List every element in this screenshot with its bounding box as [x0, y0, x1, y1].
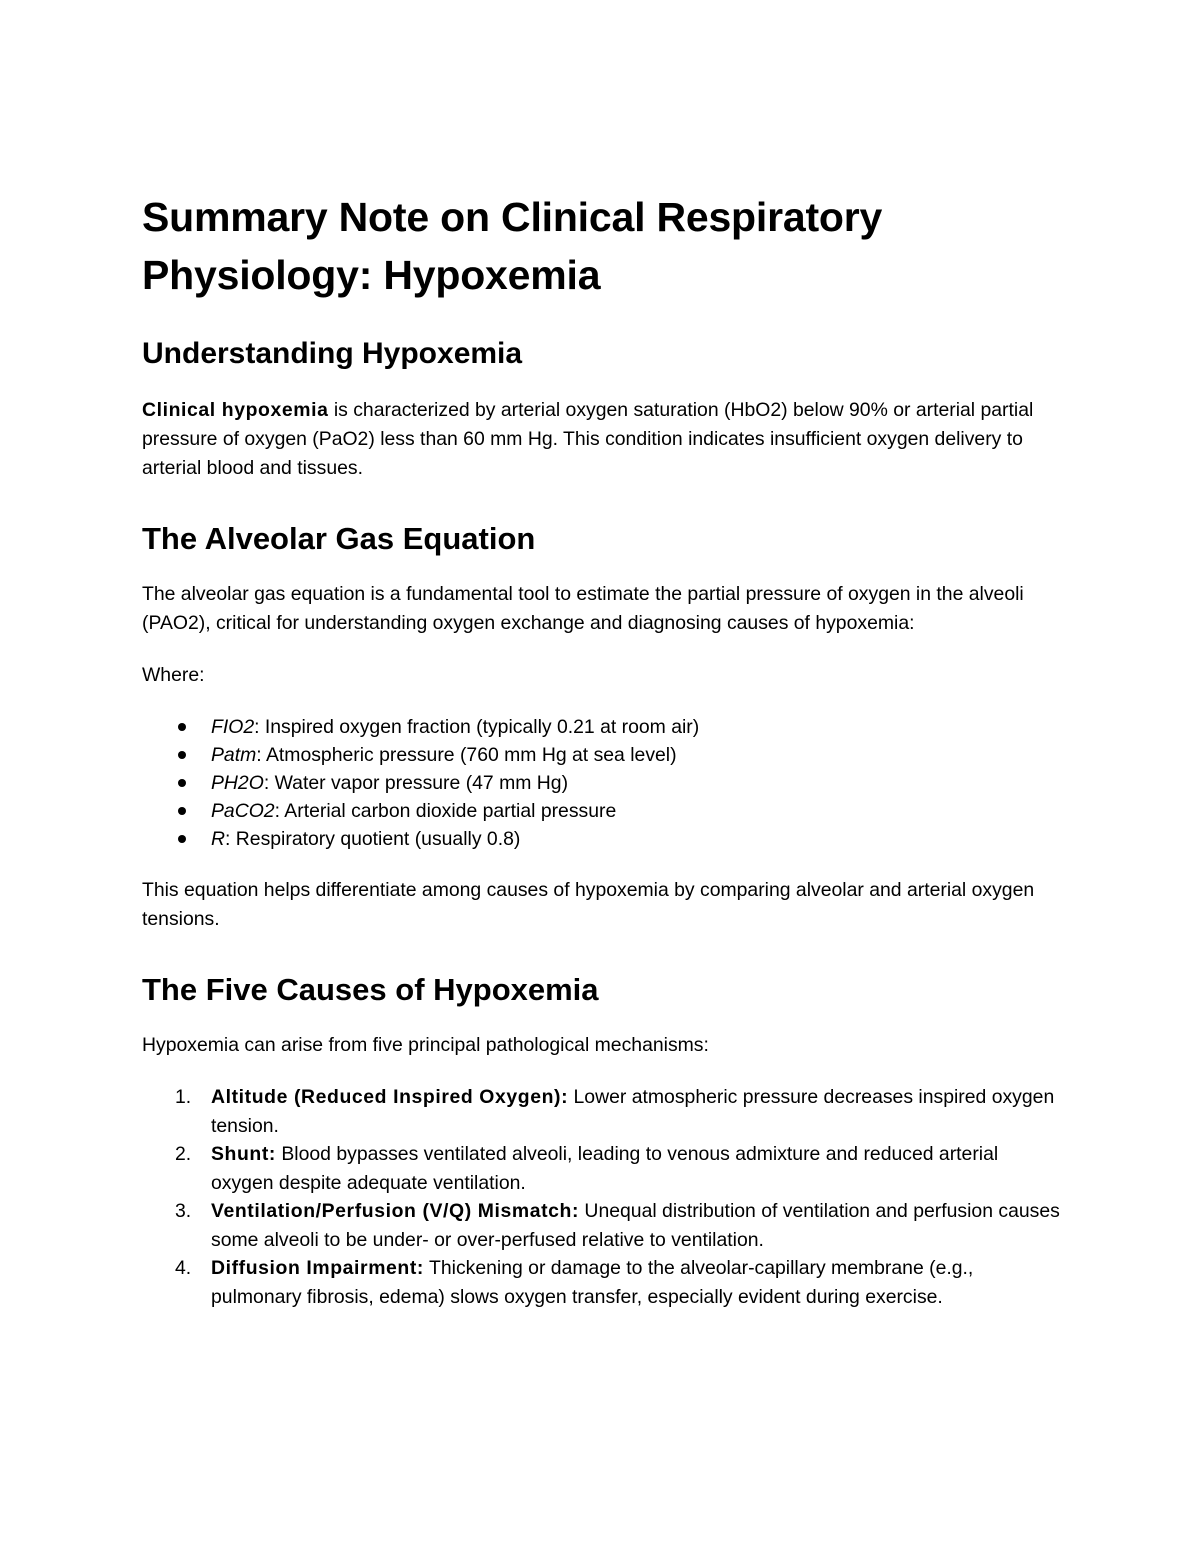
- paragraph-clinical-hypoxemia: [142, 396, 1062, 483]
- list-item-paco2: [142, 797, 1062, 825]
- list-item-patm: [142, 741, 1062, 769]
- variable-term: R: [211, 828, 226, 850]
- cause-label: Diffusion Impairment:: [211, 1257, 424, 1279]
- list-item-diffusion-impairment: [142, 1254, 1062, 1311]
- list-item-fio2: [142, 713, 1062, 741]
- cause-label: Shunt:: [211, 1143, 276, 1165]
- variable-term: PaCO2: [211, 800, 275, 822]
- document-page: [142, 188, 1062, 1311]
- cause-description: Blood bypasses ventilated alveoli, leading to venous admixture and reduced arterial oxygen despite adequate ventilation.: [211, 1143, 999, 1194]
- list-item-altitude: [142, 1083, 1062, 1140]
- list-item-r: [142, 825, 1062, 853]
- heading-understanding-hypoxemia: Understanding Hypoxemia: [142, 337, 523, 370]
- causes-list: [142, 1083, 1062, 1311]
- bullet-dot: [178, 723, 186, 731]
- variable-description: : Arterial carbon dioxide partial pressure: [274, 800, 617, 822]
- list-number: 1.: [175, 1086, 192, 1108]
- variable-description: : Inspired oxygen fraction (typically 0.21 at room air): [254, 716, 700, 738]
- paragraph-alveolar-intro: The alveolar gas equation is a fundamental tool to estimate the partial pressure of oxygen in the alveoli (PAO2), critical for understanding oxygen exchange and diagnosing causes of hypoxemia:: [142, 583, 1024, 634]
- list-number: 2.: [175, 1143, 192, 1165]
- paragraph-equation-conclusion: This equation helps differentiate among causes of hypoxemia by comparing alveolar and arterial oxygen tensions.: [142, 879, 1035, 930]
- cause-description: Thickening or damage to the alveolar-capillary membrane (e.g., pulmonary fibrosis, edema) slows oxygen transfer, especially evident during exercise.: [211, 1257, 974, 1308]
- bullet-dot: [178, 751, 186, 759]
- variable-description: : Water vapor pressure (47 mm Hg): [263, 772, 569, 794]
- heading-five-causes: The Five Causes of Hypoxemia: [142, 972, 599, 1007]
- where-label: Where:: [142, 664, 205, 686]
- cause-description: Lower atmospheric pressure decreases inspired oxygen tension.: [211, 1086, 1055, 1137]
- cause-label: Ventilation/Perfusion (V/Q) Mismatch:: [211, 1200, 580, 1222]
- list-number: 3.: [175, 1200, 192, 1222]
- variable-term: PH2O: [211, 772, 264, 794]
- variable-description: : Atmospheric pressure (760 mm Hg at sea level): [256, 744, 677, 766]
- document-title: Summary Note on Clinical Respiratory Physiology: Hypoxemia: [142, 194, 883, 298]
- cause-label: Altitude (Reduced Inspired Oxygen):: [211, 1086, 569, 1108]
- list-item-shunt: [142, 1140, 1062, 1197]
- variable-list: [142, 713, 1062, 853]
- heading-alveolar-gas-equation: The Alveolar Gas Equation: [142, 521, 536, 556]
- bullet-dot: [178, 779, 186, 787]
- term-clinical-hypoxemia: Clinical hypoxemia: [142, 399, 329, 421]
- bullet-dot: [178, 807, 186, 815]
- list-item-ph2o: [142, 769, 1062, 797]
- cause-description: Unequal distribution of ventilation and perfusion causes some alveoli to be under- or over-perfused relative to ventilation.: [211, 1200, 1060, 1251]
- variable-term: FIO2: [211, 716, 255, 738]
- list-item-vq-mismatch: [142, 1197, 1062, 1254]
- list-number: 4.: [175, 1257, 192, 1279]
- bullet-dot: [178, 835, 186, 843]
- variable-description: : Respiratory quotient (usually 0.8): [225, 828, 521, 850]
- variable-term: Patm: [211, 744, 257, 766]
- paragraph-causes-intro: Hypoxemia can arise from five principal pathological mechanisms:: [142, 1034, 709, 1056]
- definition-text: is characterized by arterial oxygen saturation (HbO2) below 90% or arterial partial pressure of oxygen (PaO2) less than 60 mm Hg. This condition indicates insufficient oxygen delivery to arterial blood and tissues.: [142, 399, 1034, 479]
